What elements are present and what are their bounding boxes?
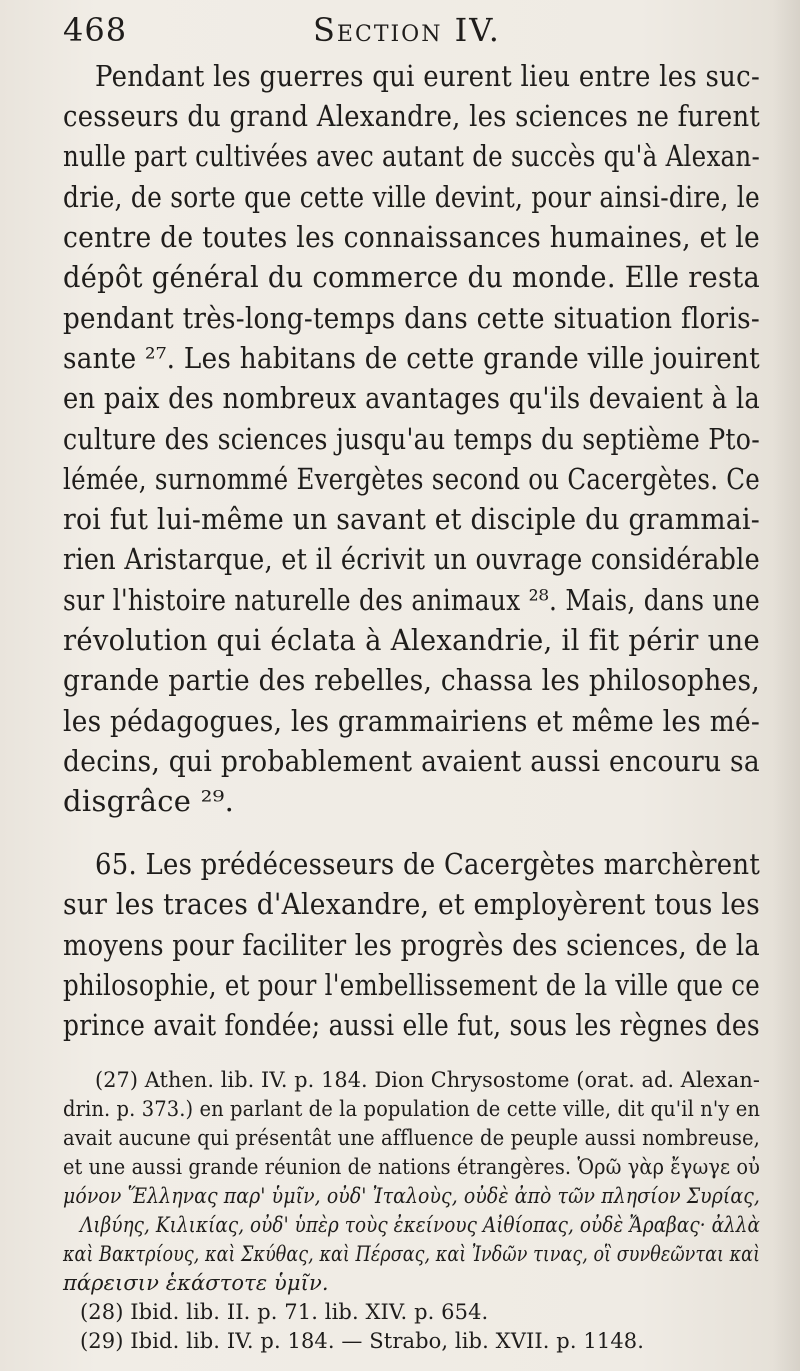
paragraph-line: lémée, surnommé Evergètes second ou Cacergètes. Ce (63, 462, 761, 496)
footnote-line: avait aucune qui présentât une affluence de peuple aussi nombreuse, (63, 1126, 760, 1150)
footnote-line: (29) Ibid. lib. IV. p. 184. — Strabo, lib. XVII. p. 1148. (80, 1329, 645, 1353)
paragraph-line: decins, qui probablement avaient aussi encouru sa (63, 744, 761, 778)
paragraph-line: philosophie, et pour l'embellissement de la ville que ce (63, 968, 761, 1002)
paragraph-line: Pendant les guerres qui eurent lieu entre les suc- (95, 59, 760, 93)
paragraph-line: drie, de sorte que cette ville devint, pour ainsi-dire, le (63, 180, 760, 214)
footnote-line: (27) Athen. lib. IV. p. 184. Dion Chrysostome (orat. ad. Alexan- (95, 1068, 760, 1092)
paragraph-line: en paix des nombreux avantages qu'ils devaient à la (63, 381, 761, 415)
footnote-line: καὶ Βακτρίους, καὶ Σκύθας, καὶ Πέρσας, καὶ Ἰνδῶν τινας, οἳ συνθεῶνται καὶ (63, 1242, 761, 1266)
paragraph-line: moyens pour faciliter les progrès des sciences, de la (63, 928, 760, 962)
paragraph-line: révolution qui éclata à Alexandrie, il fit périr une (63, 623, 761, 657)
footnote-line: μόνον Ἕλληνας παρ' ὑμῖν, οὐδ' Ἰταλοὺς, οὐδὲ ἀπὸ τῶν πλησίον Συρίας, (63, 1184, 761, 1208)
paragraph-line: les pédagogues, les grammairiens et même les mé- (63, 704, 761, 738)
paragraph-line: pendant très-long-temps dans cette situation floris- (63, 301, 761, 335)
paragraph-line: dépôt général du commerce du monde. Elle resta (63, 260, 761, 294)
paragraph-line: culture des sciences jusqu'au temps du septième Pto- (63, 422, 760, 456)
footnote-line: et une aussi grande réunion de nations étrangères. Ὁρῶ γὰρ ἔγωγε οὐ (63, 1155, 760, 1179)
paragraph-line: prince avait fondée; aussi elle fut, sous les règnes des (63, 1008, 760, 1042)
paragraph-line: sur l'histoire naturelle des animaux ²⁸. Mais, dans une (63, 583, 761, 617)
paragraph-line: sur les traces d'Alexandre, et employèrent tous les (63, 887, 760, 921)
footnote-line: Λιβύης, Κιλικίας, οὐδ' ὑπὲρ τοὺς ἐκείνους Αἰθίοπας, οὐδὲ Ἄραβας· ἀλλὰ (80, 1213, 760, 1237)
paragraph-line: 65. Les prédécesseurs de Cacergètes marchèrent (95, 847, 761, 881)
footnote-line: drin. p. 373.) en parlant de la population de cette ville, dit qu'il n'y en (63, 1097, 760, 1121)
running-head: Section IV. (313, 11, 501, 49)
page-number: 468 (63, 11, 128, 49)
paragraph-line: rien Aristarque, et il écrivit un ouvrage considérable (63, 542, 760, 576)
page-edge-shadow (772, 0, 800, 1371)
paragraph-line: cesseurs du grand Alexandre, les sciences ne furent (63, 99, 761, 133)
footnote-line: πάρεισιν ἑκάστοτε ὑμῖν. (63, 1271, 329, 1295)
paragraph-line: roi fut lui-même un savant et disciple du grammai- (63, 502, 761, 536)
page-header (63, 10, 763, 50)
paragraph-line: grande partie des rebelles, chassa les philosophes, (63, 663, 760, 697)
paragraph-line: sante ²⁷. Les habitans de cette grande ville jouirent (63, 341, 760, 375)
paragraph-line: centre de toutes les connaissances humaines, et le (63, 220, 760, 254)
paragraph-line: disgrâce ²⁹. (63, 784, 235, 818)
footnote-line: (28) Ibid. lib. II. p. 71. lib. XIV. p. 654. (80, 1300, 489, 1324)
paragraph-line: nulle part cultivées avec autant de succès qu'à Alexan- (63, 139, 761, 173)
